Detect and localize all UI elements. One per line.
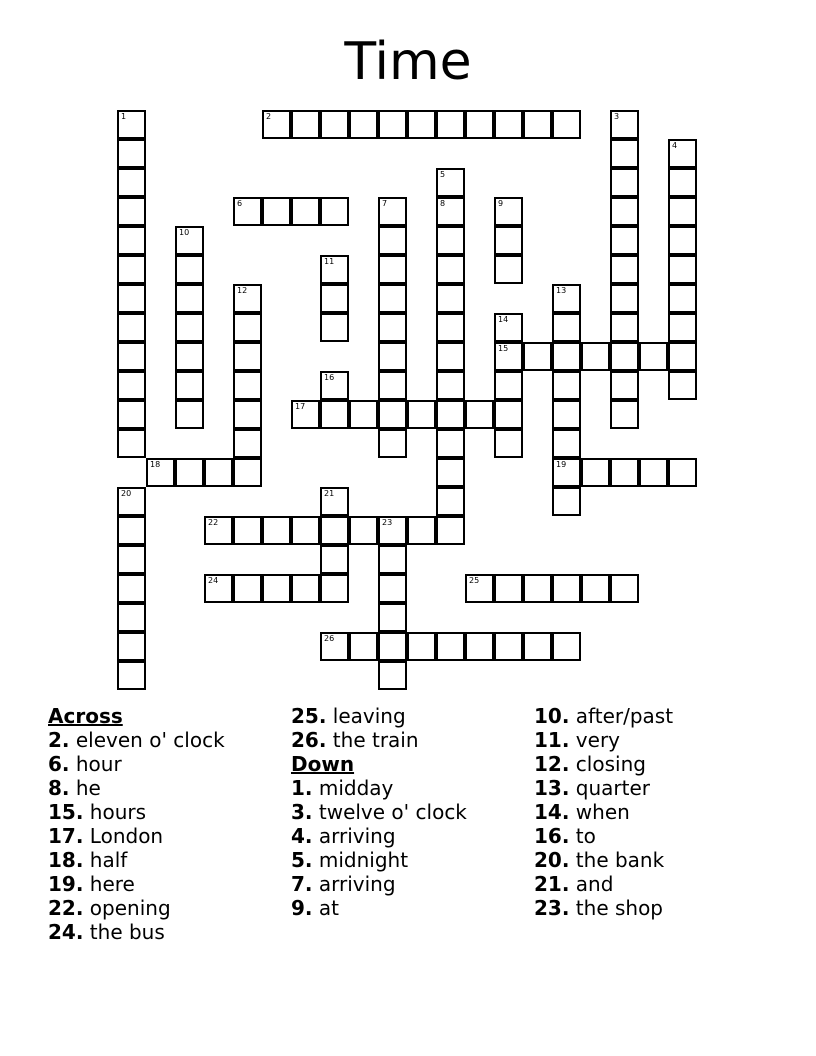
grid-cell[interactable] (175, 284, 204, 313)
grid-cell[interactable] (436, 342, 465, 371)
clue-item-number: 11. (534, 728, 570, 752)
grid-cell[interactable] (117, 284, 146, 313)
clue-number: 8 (440, 199, 446, 208)
clue-item (48, 920, 225, 944)
grid-cell[interactable] (349, 110, 378, 139)
clue-item (291, 776, 467, 800)
grid-cell[interactable] (320, 516, 349, 545)
grid-cell[interactable] (233, 342, 262, 371)
grid-cell[interactable] (233, 516, 262, 545)
grid-cell[interactable] (117, 545, 146, 574)
clue-item-text: here (89, 872, 135, 896)
grid-cell[interactable] (610, 284, 639, 313)
grid-cell[interactable] (233, 458, 262, 487)
clue-number: 4 (672, 141, 678, 150)
clue-item-text: very (575, 728, 620, 752)
grid-cell[interactable] (523, 342, 552, 371)
clue-item (291, 704, 467, 728)
clue-item-number: 17. (48, 824, 84, 848)
grid-cell[interactable] (233, 313, 262, 342)
grid-cell[interactable] (291, 110, 320, 139)
down-clue-list-continued (534, 704, 673, 920)
clue-item-text: arriving (318, 872, 396, 896)
clue-item (48, 896, 225, 920)
grid-cell[interactable] (494, 342, 523, 371)
grid-cell[interactable] (320, 284, 349, 313)
clue-number: 18 (150, 460, 161, 469)
grid-cell[interactable] (320, 371, 349, 400)
clue-item-number: 7. (291, 872, 313, 896)
grid-cell[interactable] (552, 371, 581, 400)
grid-cell[interactable] (349, 516, 378, 545)
clue-item (534, 752, 673, 776)
grid-cell[interactable] (436, 255, 465, 284)
grid-cell[interactable] (117, 487, 146, 516)
clue-item-number: 4. (291, 824, 313, 848)
clue-item (291, 896, 467, 920)
grid-cell[interactable] (320, 545, 349, 574)
grid-cell[interactable] (320, 487, 349, 516)
grid-cell[interactable] (436, 400, 465, 429)
grid-cell[interactable] (175, 255, 204, 284)
grid-cell[interactable] (117, 574, 146, 603)
grid-cell[interactable] (320, 313, 349, 342)
grid-cell[interactable] (668, 284, 697, 313)
clue-number: 1 (121, 112, 127, 121)
grid-cell[interactable] (407, 110, 436, 139)
grid-cell[interactable] (233, 400, 262, 429)
grid-cell[interactable] (610, 139, 639, 168)
clue-item (291, 800, 467, 824)
grid-cell[interactable] (610, 255, 639, 284)
grid-cell[interactable] (378, 313, 407, 342)
grid-cell[interactable] (233, 429, 262, 458)
clue-number: 20 (121, 489, 132, 498)
clue-number: 15 (498, 344, 509, 353)
clue-number: 5 (440, 170, 446, 179)
grid-cell[interactable] (610, 313, 639, 342)
grid-cell[interactable] (581, 458, 610, 487)
clue-item-text: midnight (318, 848, 409, 872)
clue-item-number: 3. (291, 800, 313, 824)
grid-cell[interactable] (610, 110, 639, 139)
grid-cell[interactable] (378, 545, 407, 574)
grid-cell[interactable] (117, 197, 146, 226)
grid-cell[interactable] (320, 197, 349, 226)
clue-item-text: he (75, 776, 101, 800)
clue-item (534, 728, 673, 752)
grid-cell[interactable] (494, 400, 523, 429)
clue-item-text: opening (89, 896, 171, 920)
grid-cell[interactable] (407, 400, 436, 429)
grid-cell[interactable] (378, 255, 407, 284)
grid-cell[interactable] (117, 400, 146, 429)
clue-item-number: 25. (291, 704, 327, 728)
clue-item-number: 2. (48, 728, 70, 752)
clue-number: 2 (266, 112, 272, 121)
clue-item-number: 21. (534, 872, 570, 896)
clue-item-number: 10. (534, 704, 570, 728)
grid-cell[interactable] (494, 197, 523, 226)
clue-item (48, 800, 225, 824)
grid-cell[interactable] (378, 400, 407, 429)
clue-number: 16 (324, 373, 335, 382)
grid-cell[interactable] (552, 429, 581, 458)
grid-cell[interactable] (436, 168, 465, 197)
grid-cell[interactable] (117, 313, 146, 342)
grid-cell[interactable] (175, 458, 204, 487)
grid-cell[interactable] (436, 632, 465, 661)
grid-cell[interactable] (436, 313, 465, 342)
clue-item-text: the bus (89, 920, 165, 944)
grid-cell[interactable] (523, 574, 552, 603)
clue-item (534, 704, 673, 728)
grid-cell[interactable] (581, 574, 610, 603)
clue-item-text: eleven o' clock (75, 728, 225, 752)
grid-cell[interactable] (436, 226, 465, 255)
grid-cell[interactable] (378, 110, 407, 139)
grid-cell[interactable] (407, 516, 436, 545)
grid-cell[interactable] (668, 226, 697, 255)
clue-item-text: after/past (575, 704, 674, 728)
grid-cell[interactable] (465, 574, 494, 603)
grid-cell[interactable] (639, 458, 668, 487)
across-header: Across (48, 704, 123, 728)
grid-cell[interactable] (117, 603, 146, 632)
grid-cell[interactable] (262, 197, 291, 226)
grid-cell[interactable] (581, 342, 610, 371)
clue-item-text: quarter (575, 776, 651, 800)
grid-cell[interactable] (233, 197, 262, 226)
grid-cell[interactable] (378, 632, 407, 661)
down-header: Down (291, 752, 355, 776)
grid-cell[interactable] (610, 168, 639, 197)
clue-number: 7 (382, 199, 388, 208)
clue-item-text: the shop (575, 896, 664, 920)
grid-cell[interactable] (552, 342, 581, 371)
grid-cell[interactable] (610, 226, 639, 255)
clue-item-text: half (89, 848, 128, 872)
grid-cell[interactable] (552, 110, 581, 139)
grid-cell[interactable] (610, 197, 639, 226)
grid-cell[interactable] (117, 168, 146, 197)
grid-cell[interactable] (320, 632, 349, 661)
grid-cell[interactable] (668, 458, 697, 487)
grid-cell[interactable] (552, 574, 581, 603)
grid-cell[interactable] (494, 574, 523, 603)
clue-number: 24 (208, 576, 219, 585)
clue-number: 10 (179, 228, 190, 237)
grid-cell[interactable] (436, 110, 465, 139)
puzzle-title: Time (344, 32, 472, 92)
clue-item-number: 9. (291, 896, 313, 920)
clue-item-number: 26. (291, 728, 327, 752)
grid-cell[interactable] (668, 139, 697, 168)
grid-cell[interactable] (378, 371, 407, 400)
grid-cell[interactable] (117, 632, 146, 661)
clue-item-number: 1. (291, 776, 313, 800)
clue-item-number: 8. (48, 776, 70, 800)
grid-cell[interactable] (117, 516, 146, 545)
clue-item-text: leaving (332, 704, 406, 728)
clue-item-text: hour (75, 752, 122, 776)
clue-item (291, 872, 467, 896)
clue-item-text: and (575, 872, 614, 896)
clue-item-text: to (575, 824, 596, 848)
clue-number: 25 (469, 576, 480, 585)
clue-item-number: 12. (534, 752, 570, 776)
grid-cell[interactable] (233, 574, 262, 603)
grid-cell[interactable] (668, 313, 697, 342)
grid-cell[interactable] (494, 429, 523, 458)
grid-cell[interactable] (552, 487, 581, 516)
grid-cell[interactable] (204, 574, 233, 603)
clue-number: 23 (382, 518, 393, 527)
grid-cell[interactable] (175, 313, 204, 342)
grid-cell[interactable] (146, 458, 175, 487)
clue-number: 12 (237, 286, 248, 295)
clue-item (291, 728, 467, 752)
grid-cell[interactable] (320, 400, 349, 429)
clue-item-text: London (89, 824, 164, 848)
grid-cell[interactable] (552, 313, 581, 342)
clue-number: 9 (498, 199, 504, 208)
grid-cell[interactable] (610, 400, 639, 429)
grid-cell[interactable] (494, 110, 523, 139)
grid-cell[interactable] (552, 400, 581, 429)
clue-column-1 (48, 704, 225, 944)
clue-column-2 (291, 704, 467, 920)
clue-item (48, 776, 225, 800)
grid-cell[interactable] (117, 429, 146, 458)
grid-cell[interactable] (668, 255, 697, 284)
grid-cell[interactable] (349, 400, 378, 429)
clue-item-number: 16. (534, 824, 570, 848)
grid-cell[interactable] (291, 197, 320, 226)
clue-item (291, 848, 467, 872)
grid-cell[interactable] (117, 661, 146, 690)
grid-cell[interactable] (262, 516, 291, 545)
clue-item (534, 776, 673, 800)
grid-cell[interactable] (639, 342, 668, 371)
grid-cell[interactable] (610, 371, 639, 400)
grid-cell[interactable] (436, 429, 465, 458)
grid-cell[interactable] (552, 284, 581, 313)
clue-item (534, 848, 673, 872)
clue-item-text: arriving (318, 824, 396, 848)
grid-cell[interactable] (465, 110, 494, 139)
grid-cell[interactable] (494, 255, 523, 284)
clue-item-text: the bank (575, 848, 665, 872)
grid-cell[interactable] (610, 458, 639, 487)
grid-cell[interactable] (117, 226, 146, 255)
clue-item-text: closing (575, 752, 646, 776)
clue-number: 22 (208, 518, 219, 527)
grid-cell[interactable] (610, 574, 639, 603)
grid-cell[interactable] (175, 226, 204, 255)
grid-cell[interactable] (494, 226, 523, 255)
grid-cell[interactable] (204, 458, 233, 487)
clue-item (48, 752, 225, 776)
clue-item-number: 23. (534, 896, 570, 920)
grid-cell[interactable] (117, 255, 146, 284)
grid-cell[interactable] (378, 429, 407, 458)
clue-number: 19 (556, 460, 567, 469)
grid-cell[interactable] (378, 603, 407, 632)
clue-item (534, 872, 673, 896)
grid-cell[interactable] (436, 197, 465, 226)
grid-cell[interactable] (378, 342, 407, 371)
clue-item-text: when (575, 800, 630, 824)
across-clue-list-continued (291, 704, 467, 752)
grid-cell[interactable] (320, 574, 349, 603)
grid-cell[interactable] (262, 574, 291, 603)
grid-cell[interactable] (436, 371, 465, 400)
clue-item-number: 6. (48, 752, 70, 776)
clue-item-number: 19. (48, 872, 84, 896)
clue-item (534, 800, 673, 824)
grid-cell[interactable] (523, 632, 552, 661)
grid-cell[interactable] (610, 342, 639, 371)
grid-cell[interactable] (117, 110, 146, 139)
clue-item-text: at (318, 896, 339, 920)
clue-item-number: 5. (291, 848, 313, 872)
down-clue-list (291, 776, 467, 920)
grid-cell[interactable] (668, 371, 697, 400)
clue-item-text: the train (332, 728, 419, 752)
grid-cell[interactable] (175, 371, 204, 400)
grid-cell[interactable] (494, 313, 523, 342)
grid-cell[interactable] (552, 458, 581, 487)
grid-cell[interactable] (465, 400, 494, 429)
clue-number: 3 (614, 112, 620, 121)
clue-number: 11 (324, 257, 335, 266)
clue-item-number: 15. (48, 800, 84, 824)
grid-cell[interactable] (233, 284, 262, 313)
grid-cell[interactable] (262, 110, 291, 139)
clue-number: 21 (324, 489, 335, 498)
clue-item (48, 848, 225, 872)
clue-column-3 (534, 704, 673, 920)
grid-cell[interactable] (233, 371, 262, 400)
across-clue-list (48, 728, 225, 944)
grid-cell[interactable] (291, 574, 320, 603)
grid-cell[interactable] (494, 371, 523, 400)
grid-cell[interactable] (378, 197, 407, 226)
grid-cell[interactable] (668, 197, 697, 226)
clue-item-number: 14. (534, 800, 570, 824)
grid-cell[interactable] (378, 516, 407, 545)
clue-item-number: 22. (48, 896, 84, 920)
grid-cell[interactable] (436, 284, 465, 313)
clue-item-number: 18. (48, 848, 84, 872)
grid-cell[interactable] (117, 139, 146, 168)
clue-item (291, 824, 467, 848)
grid-cell[interactable] (117, 371, 146, 400)
clue-item-number: 20. (534, 848, 570, 872)
clue-item (48, 872, 225, 896)
grid-cell[interactable] (175, 342, 204, 371)
grid-cell[interactable] (175, 400, 204, 429)
grid-cell[interactable] (523, 110, 552, 139)
clue-item-number: 24. (48, 920, 84, 944)
clue-number: 26 (324, 634, 335, 643)
grid-cell[interactable] (436, 516, 465, 545)
clue-item-text: twelve o' clock (318, 800, 467, 824)
clue-item-text: hours (89, 800, 147, 824)
grid-cell[interactable] (552, 632, 581, 661)
grid-cell[interactable] (320, 110, 349, 139)
grid-cell[interactable] (291, 400, 320, 429)
grid-cell[interactable] (378, 226, 407, 255)
clue-item-number: 13. (534, 776, 570, 800)
clue-number: 14 (498, 315, 509, 324)
grid-cell[interactable] (320, 255, 349, 284)
grid-cell[interactable] (494, 632, 523, 661)
grid-cell[interactable] (668, 342, 697, 371)
clue-number: 17 (295, 402, 306, 411)
grid-cell[interactable] (436, 487, 465, 516)
grid-cell[interactable] (291, 516, 320, 545)
grid-cell[interactable] (204, 516, 233, 545)
grid-cell[interactable] (407, 632, 436, 661)
grid-cell[interactable] (668, 168, 697, 197)
grid-cell[interactable] (378, 574, 407, 603)
clue-number: 13 (556, 286, 567, 295)
grid-cell[interactable] (378, 284, 407, 313)
clue-item (48, 728, 225, 752)
clue-item-text: midday (318, 776, 394, 800)
grid-cell[interactable] (378, 661, 407, 690)
clue-number: 6 (237, 199, 243, 208)
grid-cell[interactable] (117, 342, 146, 371)
grid-cell[interactable] (465, 632, 494, 661)
clue-item (48, 824, 225, 848)
clue-item (534, 824, 673, 848)
clue-item (534, 896, 673, 920)
grid-cell[interactable] (436, 458, 465, 487)
grid-cell[interactable] (349, 632, 378, 661)
